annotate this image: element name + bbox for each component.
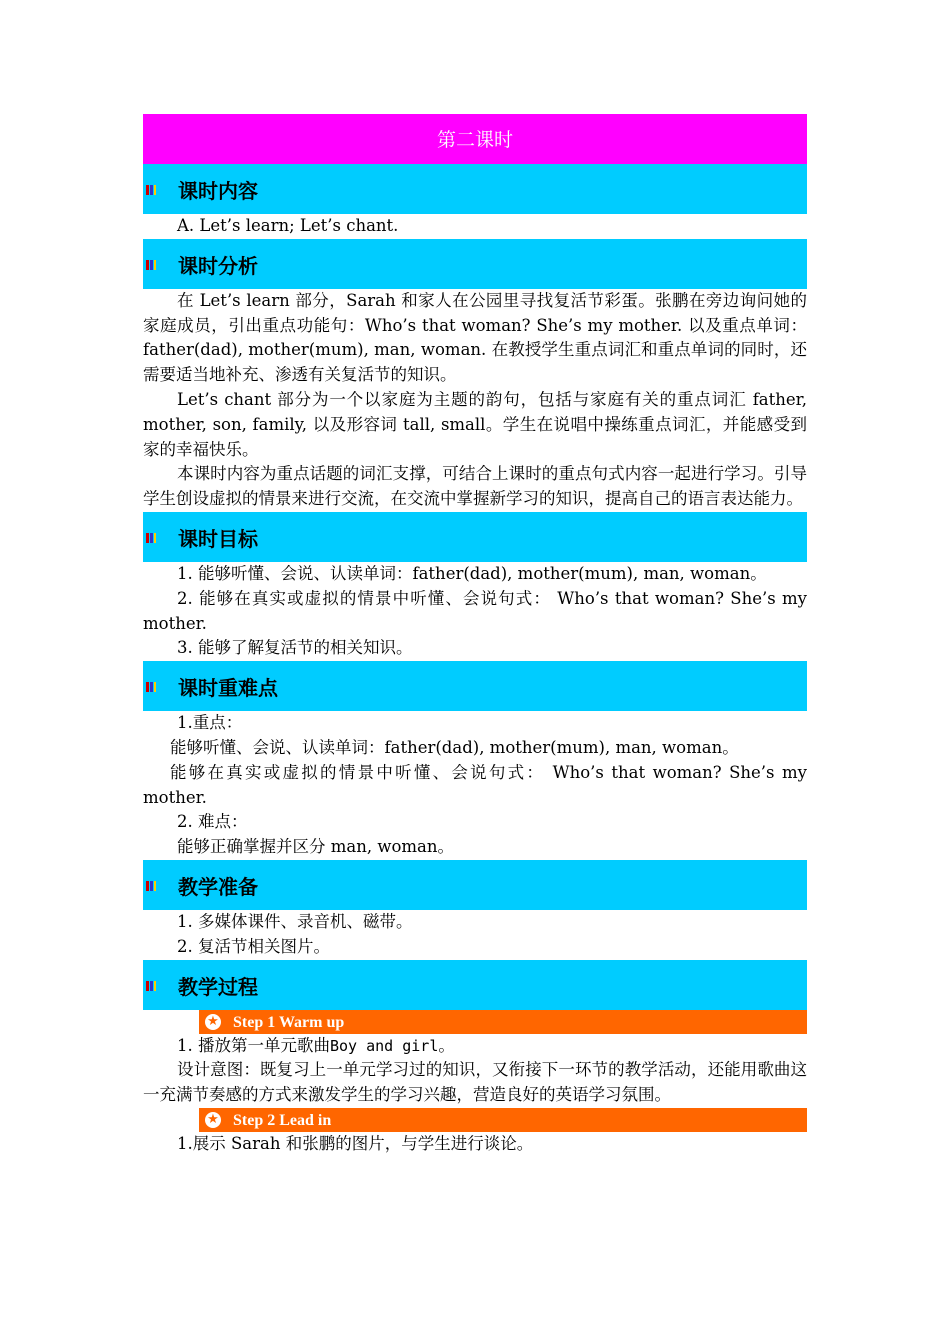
bullet-icon <box>145 532 157 544</box>
section-heading: 教学准备 <box>178 874 258 899</box>
step-line <box>143 1034 807 1059</box>
keypoint-line: 1.重点： <box>177 713 243 733</box>
song-title: Boy and girl <box>330 1036 439 1055</box>
section-header-content <box>143 164 807 214</box>
keypoint-line: 能够正确掌握并区分 man, woman。 <box>177 837 455 857</box>
analysis-paragraph: 本课时内容为重点话题的词汇支撑，可结合上课时的重点句式内容一起进行学习。引导学生创设虚拟的情景来进行交流，在交流中掌握新学习的知识，提高自己的语言表达能力。 <box>143 464 807 509</box>
bullet-icon <box>145 184 157 196</box>
analysis-paragraph: 在 Let’s learn 部分，Sarah 和家人在公园里寻找复活节彩蛋。张鹏在旁边询问她的家庭成员，引出重点功能句：Who’s that woman? She’s my mother. 以及重点单词：father(dad), mother(mum), man, woman. 在教授学生重点词汇和重点单词的同时，还需要适当地补充、渗透有关复活节的知识。 <box>143 290 807 385</box>
section-header-keypoints <box>143 661 807 711</box>
goal-item: 3. 能够了解复活节的相关知识。 <box>177 638 413 658</box>
step-line: 1.展示 Sarah 和张鹏的图片，与学生进行谈论。 <box>177 1133 534 1153</box>
section-heading: 教学过程 <box>178 974 258 999</box>
section-header-process <box>143 960 807 1010</box>
design-intent: 设计意图：既复习上一单元学习过的知识，又衔接下一环节的教学活动，还能用歌曲这一充满节奏感的方式来激发学生的学习兴趣，营造良好的英语学习氛围。 <box>143 1060 807 1105</box>
bullet-icon <box>145 259 157 271</box>
lesson-plan-page <box>143 114 807 1157</box>
goal-item: 1. 能够听懂、会说、认读单词：father(dad), mother(mum), man, woman。 <box>177 563 767 583</box>
step-label: Step 2 Lead in <box>233 1111 332 1129</box>
keypoint-line: 能够听懂、会说、认读单词：father(dad), mother(mum), man, woman。 <box>170 737 739 757</box>
section-header-prep <box>143 860 807 910</box>
keypoint-line: 能够在真实或虚拟的情景中听懂、会说句式： Who’s that woman? She’s my mother. <box>143 762 807 807</box>
star-icon: ★ <box>205 1014 221 1030</box>
prep-item: 2. 复活节相关图片。 <box>177 936 330 956</box>
lesson-title: 第二课时 <box>143 114 807 164</box>
step-label: Step 1 Warm up <box>233 1013 345 1031</box>
bullet-icon <box>145 681 157 693</box>
step-header-warm-up <box>199 1010 807 1034</box>
step-line-end: 。 <box>438 1035 455 1055</box>
prep-item: 1. 多媒体课件、录音机、磁带。 <box>177 911 413 931</box>
step-line-text: 1. 播放第一单元歌曲 <box>177 1035 330 1055</box>
analysis-paragraph: Let’s chant 部分为一个以家庭为主题的韵句，包括与家庭有关的重点词汇 father, mother, son, family, 以及形容词 tall, small。学生在说唱中操练重点词汇，并能感受到家的幸福快乐。 <box>143 389 807 459</box>
content-line: A. Let’s learn; Let’s chant. <box>177 216 399 235</box>
bullet-icon <box>145 980 157 992</box>
step-header-lead-in <box>199 1108 807 1132</box>
section-heading: 课时内容 <box>178 179 258 203</box>
section-heading: 课时分析 <box>178 253 258 278</box>
section-heading: 课时重难点 <box>178 676 278 701</box>
section-header-analysis <box>143 239 807 289</box>
keypoint-line: 2. 难点： <box>177 812 248 832</box>
bullet-icon <box>145 880 157 892</box>
section-header-goals <box>143 512 807 562</box>
star-icon: ★ <box>205 1112 221 1128</box>
section-heading: 课时目标 <box>178 526 258 551</box>
goal-item: 2. 能够在真实或虚拟的情景中听懂、会说句式： Who’s that woman? She’s my mother. <box>143 588 807 633</box>
